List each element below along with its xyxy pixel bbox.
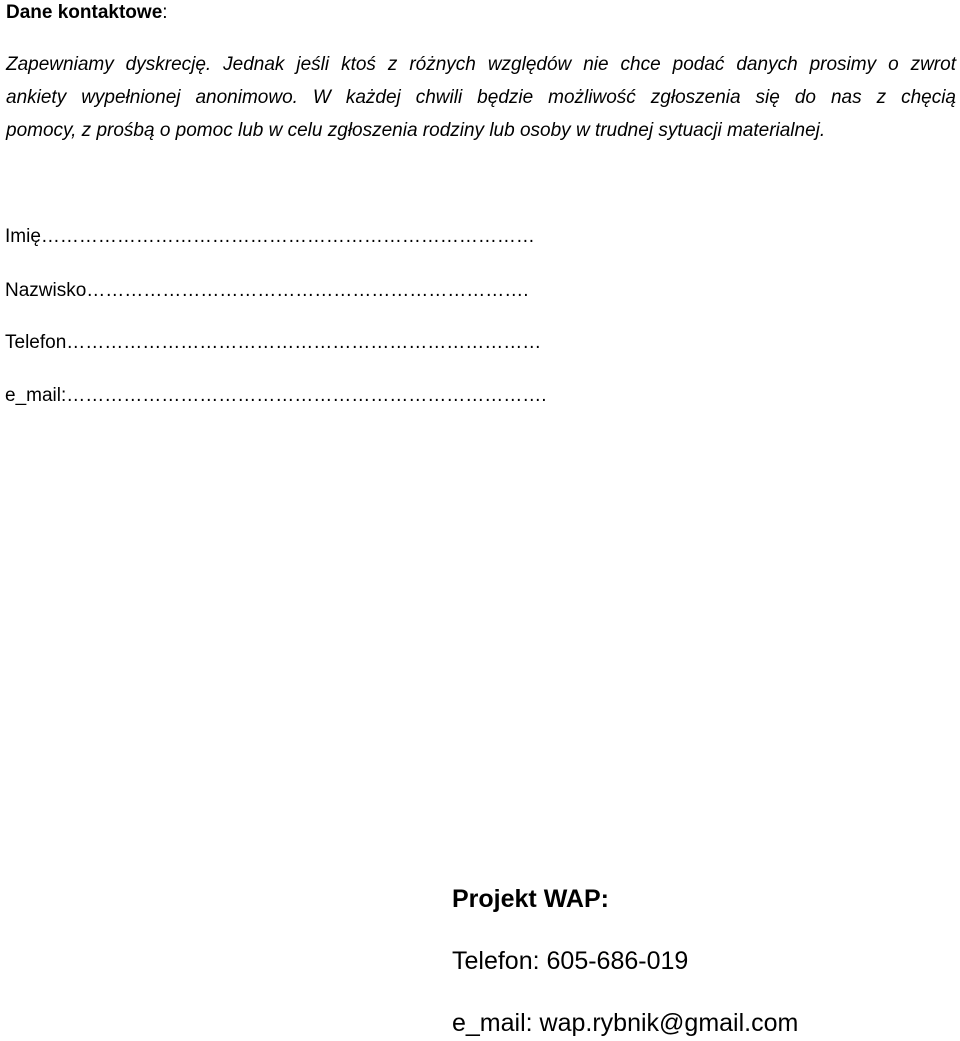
footer-title: Projekt WAP: xyxy=(452,885,609,913)
footer-phone: Telefon: 605-686-019 xyxy=(452,947,689,975)
paragraph-line-3: pomocy, z prośbą o pomoc lub w celu zgłoszenia rodziny lub osoby w trudnej sytuacji materialnej. xyxy=(6,120,826,141)
paragraph-line-1: Zapewniamy dyskrecję. Jednak jeśli ktoś z różnych względów nie chce podać danych prosimy o zwrot xyxy=(6,54,956,75)
contact-heading-colon: : xyxy=(162,2,168,23)
contact-heading xyxy=(6,0,168,26)
contact-heading-label: Dane kontaktowe xyxy=(6,2,163,23)
paragraph-line-2: ankiety wypełnionej anonimowo. W każdej chwili będzie możliwość zgłoszenia się do nas z chęcią xyxy=(6,87,956,108)
name-field: Imię…………………………………………………………………… xyxy=(5,226,535,247)
footer-email: e_mail: wap.rybnik@gmail.com xyxy=(452,1009,799,1037)
phone-field: Telefon………………………………………………………………… xyxy=(5,332,542,353)
email-field: e_mail:…………………………………………………………………. xyxy=(5,385,547,406)
discretion-paragraph xyxy=(6,48,956,147)
surname-field: Nazwisko……………………………………………………………. xyxy=(5,280,529,301)
